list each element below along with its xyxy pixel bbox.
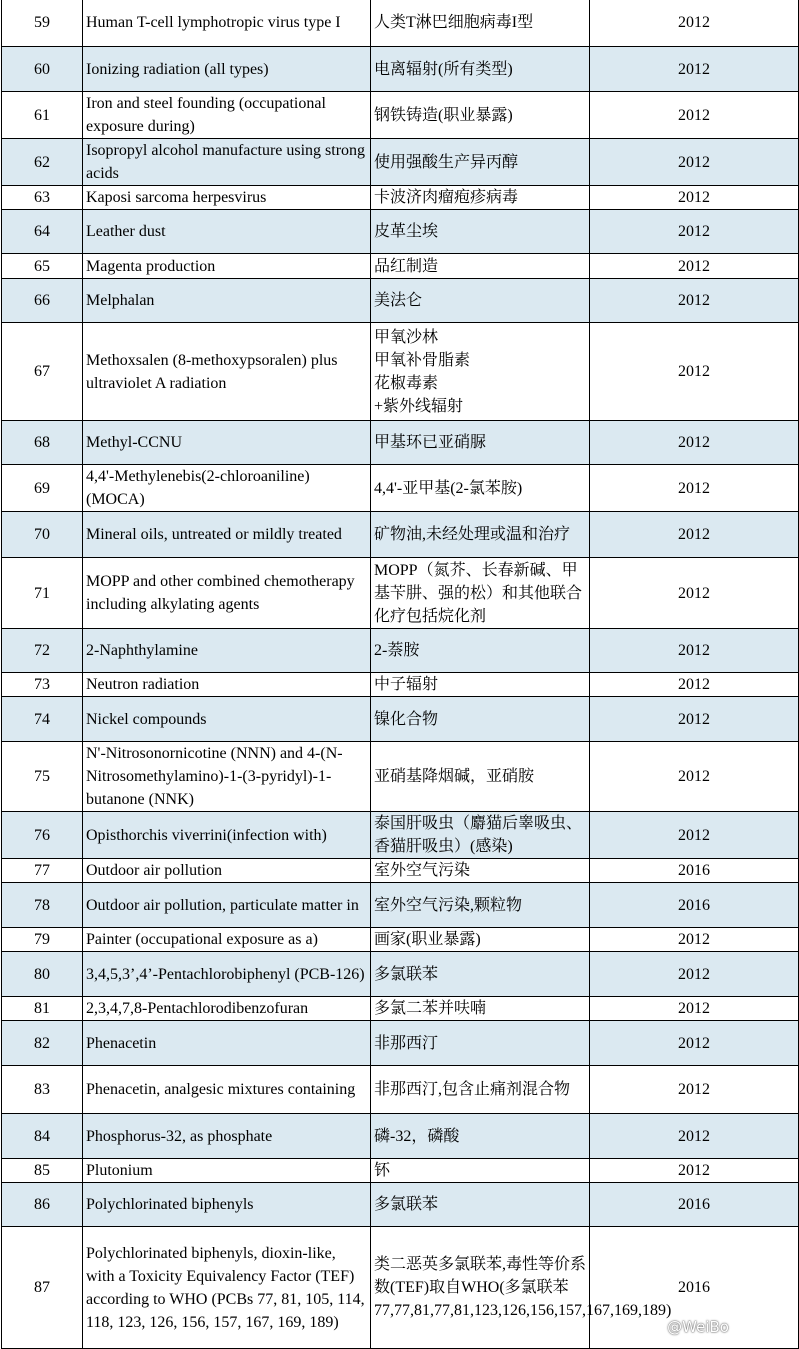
row-number: 70 bbox=[2, 512, 83, 558]
row-number: 60 bbox=[2, 47, 83, 92]
classification-year: 2012 bbox=[590, 673, 799, 697]
agent-english-name: Phenacetin bbox=[83, 1021, 371, 1066]
row-number: 79 bbox=[2, 928, 83, 952]
row-number: 85 bbox=[2, 1159, 83, 1183]
agent-chinese-name: 甲基环已亚硝脲 bbox=[371, 421, 590, 465]
table-row bbox=[2, 883, 799, 928]
table-row bbox=[2, 1183, 799, 1227]
agent-english-name: Neutron radiation bbox=[83, 673, 371, 697]
agent-chinese-name: 磷-32，磷酸 bbox=[371, 1114, 590, 1159]
classification-year: 2012 bbox=[590, 0, 799, 47]
row-number: 76 bbox=[2, 812, 83, 859]
classification-year: 2012 bbox=[590, 952, 799, 997]
table-row bbox=[2, 629, 799, 673]
agent-english-name: Leather dust bbox=[83, 210, 371, 254]
agent-chinese-name: 非那西汀,包含止痛剂混合物 bbox=[371, 1066, 590, 1114]
classification-year: 2012 bbox=[590, 629, 799, 673]
table-row bbox=[2, 742, 799, 812]
classification-year: 2012 bbox=[590, 254, 799, 279]
agent-english-name: Phenacetin, analgesic mixtures containing bbox=[83, 1066, 371, 1114]
classification-year: 2012 bbox=[590, 210, 799, 254]
agent-chinese-name: 电离辐射(所有类型) bbox=[371, 47, 590, 92]
agent-chinese-name: 美法仑 bbox=[371, 279, 590, 323]
table-row bbox=[2, 210, 799, 254]
table-row bbox=[2, 1159, 799, 1183]
row-number: 84 bbox=[2, 1114, 83, 1159]
table-row bbox=[2, 465, 799, 512]
classification-year: 2012 bbox=[590, 1114, 799, 1159]
table-row bbox=[2, 1021, 799, 1066]
row-number: 63 bbox=[2, 186, 83, 210]
classification-year: 2016 bbox=[590, 1227, 799, 1349]
table-row bbox=[2, 47, 799, 92]
table-row bbox=[2, 323, 799, 421]
table-row bbox=[2, 1066, 799, 1114]
agent-english-name: Polychlorinated biphenyls bbox=[83, 1183, 371, 1227]
classification-year: 2012 bbox=[590, 186, 799, 210]
row-number: 77 bbox=[2, 859, 83, 883]
agent-chinese-name: 皮革尘埃 bbox=[371, 210, 590, 254]
agent-chinese-name: 2-萘胺 bbox=[371, 629, 590, 673]
agent-english-name: Nickel compounds bbox=[83, 697, 371, 742]
agent-chinese-name: 镍化合物 bbox=[371, 697, 590, 742]
classification-year: 2012 bbox=[590, 323, 799, 421]
row-number: 78 bbox=[2, 883, 83, 928]
agent-english-name: MOPP and other combined chemotherapy including alkylating agents bbox=[83, 558, 371, 629]
agent-english-name: Painter (occupational exposure as a) bbox=[83, 928, 371, 952]
agent-english-name: Opisthorchis viverrini(infection with) bbox=[83, 812, 371, 859]
agent-chinese-name: 非那西汀 bbox=[371, 1021, 590, 1066]
table-row bbox=[2, 92, 799, 139]
agent-chinese-name: 中子辐射 bbox=[371, 673, 590, 697]
agent-chinese-name: 室外空气污染,颗粒物 bbox=[371, 883, 590, 928]
agent-english-name: Plutonium bbox=[83, 1159, 371, 1183]
table-row bbox=[2, 279, 799, 323]
weibo-watermark: @WeiBo bbox=[667, 1318, 729, 1336]
agent-chinese-name: 人类T淋巴细胞病毒I型 bbox=[371, 0, 590, 47]
agent-chinese-name: 类二恶英多氯联苯,毒性等价系数(TEF)取自WHO(多氯联苯77,77,81,77,81,123,126,156,157,167,169,189) bbox=[371, 1227, 590, 1349]
classification-year: 2012 bbox=[590, 928, 799, 952]
agent-english-name: Phosphorus-32, as phosphate bbox=[83, 1114, 371, 1159]
row-number: 71 bbox=[2, 558, 83, 629]
classification-year: 2012 bbox=[590, 1159, 799, 1183]
agent-chinese-name: 多氯二苯并呋喃 bbox=[371, 997, 590, 1021]
classification-year: 2012 bbox=[590, 139, 799, 186]
classification-year: 2012 bbox=[590, 742, 799, 812]
classification-year: 2012 bbox=[590, 279, 799, 323]
row-number: 67 bbox=[2, 323, 83, 421]
classification-year: 2012 bbox=[590, 421, 799, 465]
agent-chinese-name: 品红制造 bbox=[371, 254, 590, 279]
carcinogen-table bbox=[1, 0, 799, 1349]
agent-english-name: Polychlorinated biphenyls, dioxin-like, with a Toxicity Equivalency Factor (TEF) according to WHO (PCBs 77, 81, 105, 114, 118, 123, 126, 156, 157, 167, 169, 189) bbox=[83, 1227, 371, 1349]
table-row bbox=[2, 952, 799, 997]
agent-english-name: N'-Nitrosonornicotine (NNN) and 4-(N-Nitrosomethylamino)-1-(3-pyridyl)-1-butanone (NNK) bbox=[83, 742, 371, 812]
agent-chinese-name: MOPP（氮芥、长春新碱、甲基苄肼、强的松）和其他联合化疗包括烷化剂 bbox=[371, 558, 590, 629]
agent-english-name: Outdoor air pollution, particulate matter in bbox=[83, 883, 371, 928]
row-number: 87 bbox=[2, 1227, 83, 1349]
agent-chinese-name: 使用强酸生产异丙醇 bbox=[371, 139, 590, 186]
agent-chinese-name: 钢铁铸造(职业暴露) bbox=[371, 92, 590, 139]
classification-year: 2012 bbox=[590, 92, 799, 139]
agent-chinese-name: 多氯联苯 bbox=[371, 1183, 590, 1227]
table-row bbox=[2, 997, 799, 1021]
classification-year: 2012 bbox=[590, 512, 799, 558]
classification-year: 2012 bbox=[590, 1066, 799, 1114]
row-number: 80 bbox=[2, 952, 83, 997]
table-row bbox=[2, 812, 799, 859]
row-number: 59 bbox=[2, 0, 83, 47]
agent-english-name: 2-Naphthylamine bbox=[83, 629, 371, 673]
row-number: 64 bbox=[2, 210, 83, 254]
table-body bbox=[2, 0, 799, 1349]
agent-chinese-name: 卡波济肉瘤疱疹病毒 bbox=[371, 186, 590, 210]
classification-year: 2016 bbox=[590, 859, 799, 883]
table-row bbox=[2, 512, 799, 558]
table-row bbox=[2, 1227, 799, 1349]
agent-english-name: 3,4,5,3’,4’-Pentachlorobiphenyl (PCB-126) bbox=[83, 952, 371, 997]
table-row bbox=[2, 1114, 799, 1159]
agent-english-name: 2,3,4,7,8-Pentachlorodibenzofuran bbox=[83, 997, 371, 1021]
table-row bbox=[2, 421, 799, 465]
agent-chinese-name: 多氯联苯 bbox=[371, 952, 590, 997]
table-row bbox=[2, 186, 799, 210]
agent-english-name: Outdoor air pollution bbox=[83, 859, 371, 883]
agent-english-name: Mineral oils, untreated or mildly treated bbox=[83, 512, 371, 558]
classification-year: 2016 bbox=[590, 883, 799, 928]
row-number: 86 bbox=[2, 1183, 83, 1227]
row-number: 83 bbox=[2, 1066, 83, 1114]
agent-english-name: Magenta production bbox=[83, 254, 371, 279]
row-number: 69 bbox=[2, 465, 83, 512]
classification-year: 2012 bbox=[590, 558, 799, 629]
agent-english-name: Melphalan bbox=[83, 279, 371, 323]
classification-year: 2012 bbox=[590, 1021, 799, 1066]
classification-year: 2012 bbox=[590, 465, 799, 512]
table-row bbox=[2, 673, 799, 697]
agent-chinese-name: 亚硝基降烟碱，亚硝胺 bbox=[371, 742, 590, 812]
agent-chinese-name: 4,4'-亚甲基(2-氯苯胺) bbox=[371, 465, 590, 512]
row-number: 61 bbox=[2, 92, 83, 139]
table-row bbox=[2, 558, 799, 629]
row-number: 82 bbox=[2, 1021, 83, 1066]
agent-english-name: Iron and steel founding (occupational exposure during) bbox=[83, 92, 371, 139]
agent-english-name: Isopropyl alcohol manufacture using strong acids bbox=[83, 139, 371, 186]
row-number: 75 bbox=[2, 742, 83, 812]
row-number: 73 bbox=[2, 673, 83, 697]
classification-year: 2012 bbox=[590, 997, 799, 1021]
agent-chinese-name: 钚 bbox=[371, 1159, 590, 1183]
agent-chinese-name: 泰国肝吸虫（麝猫后睾吸虫、香猫肝吸虫）(感染) bbox=[371, 812, 590, 859]
row-number: 66 bbox=[2, 279, 83, 323]
agent-english-name: 4,4'-Methylenebis(2-chloroaniline) (MOCA) bbox=[83, 465, 371, 512]
classification-year: 2012 bbox=[590, 697, 799, 742]
table-row bbox=[2, 928, 799, 952]
row-number: 74 bbox=[2, 697, 83, 742]
table-row bbox=[2, 0, 799, 47]
row-number: 81 bbox=[2, 997, 83, 1021]
agent-english-name: Methoxsalen (8-methoxypsoralen) plus ultraviolet A radiation bbox=[83, 323, 371, 421]
agent-english-name: Methyl-CCNU bbox=[83, 421, 371, 465]
table-row bbox=[2, 859, 799, 883]
classification-year: 2012 bbox=[590, 47, 799, 92]
classification-year: 2016 bbox=[590, 1183, 799, 1227]
agent-english-name: Human T-cell lymphotropic virus type I bbox=[83, 0, 371, 47]
table-row bbox=[2, 254, 799, 279]
agent-chinese-name: 室外空气污染 bbox=[371, 859, 590, 883]
row-number: 72 bbox=[2, 629, 83, 673]
agent-chinese-name: 画家(职业暴露) bbox=[371, 928, 590, 952]
agent-english-name: Ionizing radiation (all types) bbox=[83, 47, 371, 92]
row-number: 65 bbox=[2, 254, 83, 279]
row-number: 62 bbox=[2, 139, 83, 186]
agent-english-name: Kaposi sarcoma herpesvirus bbox=[83, 186, 371, 210]
row-number: 68 bbox=[2, 421, 83, 465]
table-row bbox=[2, 697, 799, 742]
classification-year: 2012 bbox=[590, 812, 799, 859]
agent-chinese-name: 矿物油,未经处理或温和治疗 bbox=[371, 512, 590, 558]
agent-chinese-name: 甲氧沙林 甲氧补骨脂素 花椒毒素 +紫外线辐射 bbox=[371, 323, 590, 421]
table-row bbox=[2, 139, 799, 186]
